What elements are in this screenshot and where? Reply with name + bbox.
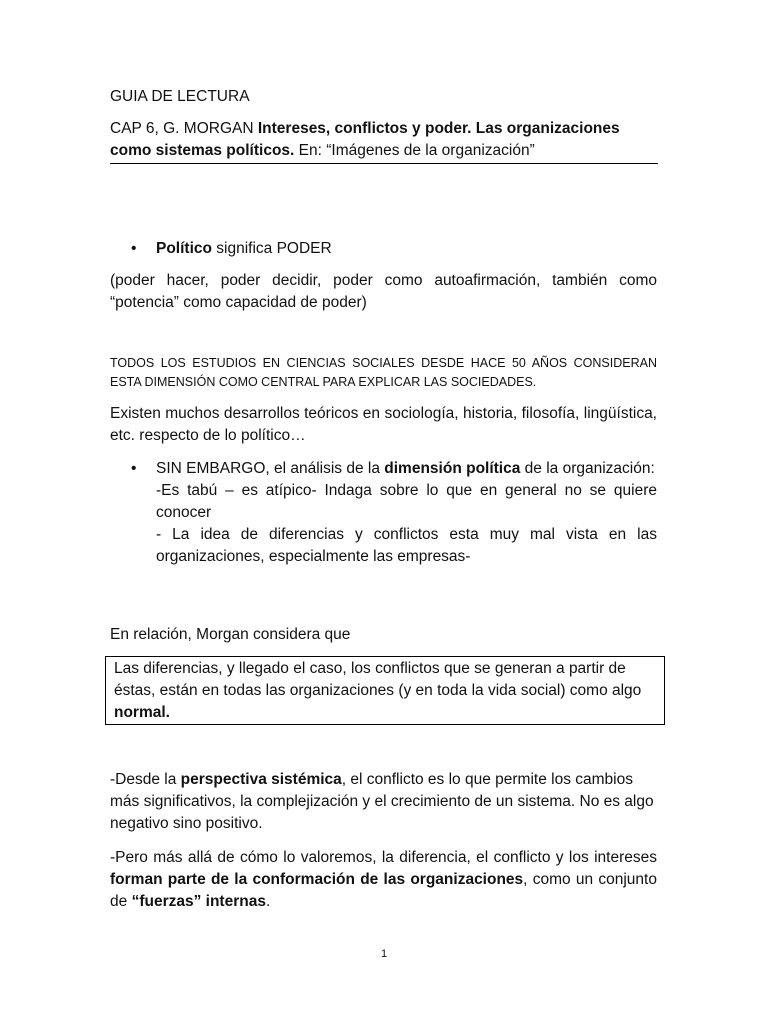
- pero-bold-1: forman parte de la conformación de las organizaciones: [110, 871, 524, 888]
- desde-pre: -Desde la: [110, 771, 181, 788]
- pero-mid: , como un conjunto de: [110, 871, 657, 910]
- title-underline: [110, 163, 658, 164]
- bullet-dot: •: [131, 240, 137, 257]
- chapter-prefix: CAP 6, G. MORGAN: [110, 120, 258, 137]
- pero-end: .: [265, 893, 271, 910]
- chapter-title: Intereses, conflictos y poder. Las organizaciones como sistemas políticos.: [110, 120, 620, 159]
- bullet-politico-bold: Político: [156, 240, 212, 257]
- sin-embargo-tabu: -Es tabú – es atípico- Indaga sobre lo que en general no se quiere conocer: [156, 482, 657, 521]
- existen-paragraph: Existen muchos desarrollos teóricos en sociología, historia, filosofía, lingüística, etc. respecto de lo político…: [110, 405, 657, 444]
- chapter-reference: [110, 118, 657, 162]
- sin-embargo-pre: SIN EMBARGO, el análisis de la: [156, 460, 385, 477]
- bullet-sin-embargo: [156, 458, 657, 568]
- pero-paragraph: [110, 847, 657, 913]
- sin-embargo-bold: dimensión política: [384, 460, 521, 477]
- bullet-politico: [156, 238, 657, 260]
- desde-bold: perspectiva sistémica: [180, 771, 342, 788]
- bullet-dot: •: [131, 460, 137, 477]
- boxed-quote-bold: normal.: [114, 704, 170, 721]
- caps-note: TODOS LOS ESTUDIOS EN CIENCIAS SOCIALES DESDE HACE 50 AÑOS CONSIDERAN ESTA DIMENSIÓN COMO CENTRAL PARA EXPLICAR LAS SOCIEDADES.: [110, 356, 657, 389]
- boxed-quote: [105, 656, 665, 725]
- boxed-quote-text: Las diferencias, y llegado el caso, los conflictos que se generan a partir de éstas, están en todas las organizaciones (y en toda la vida social) como algo: [114, 660, 642, 699]
- paren-note: (poder hacer, poder decidir, poder como autoafirmación, también como “potencia” como capacidad de poder): [110, 272, 657, 311]
- desde-post: , el conflicto es lo que permite los cambios más significativos, la complejización y el crecimiento de un sistema. No es algo negativo sino positivo.: [110, 771, 654, 832]
- page-number: 1: [380, 948, 388, 960]
- sin-embargo-diferencias: - La idea de diferencias y conflictos esta muy mal vista en las organizaciones, especialmente las empresas-: [156, 526, 657, 565]
- relacion-line: En relación, Morgan considera que: [110, 626, 351, 643]
- sin-embargo-post: de la organización:: [520, 460, 655, 477]
- pero-bold-2: “fuerzas” internas: [131, 893, 266, 910]
- pero-pre: -Pero más allá de cómo lo valoremos, la diferencia, el conflicto y los intereses: [110, 849, 657, 866]
- desde-paragraph: [110, 769, 657, 835]
- heading: GUIA DE LECTURA: [110, 88, 250, 105]
- bullet-politico-rest: significa PODER: [211, 240, 332, 257]
- sin-embargo-line: [156, 458, 657, 480]
- chapter-source: En: “Imágenes de la organización”: [294, 142, 535, 159]
